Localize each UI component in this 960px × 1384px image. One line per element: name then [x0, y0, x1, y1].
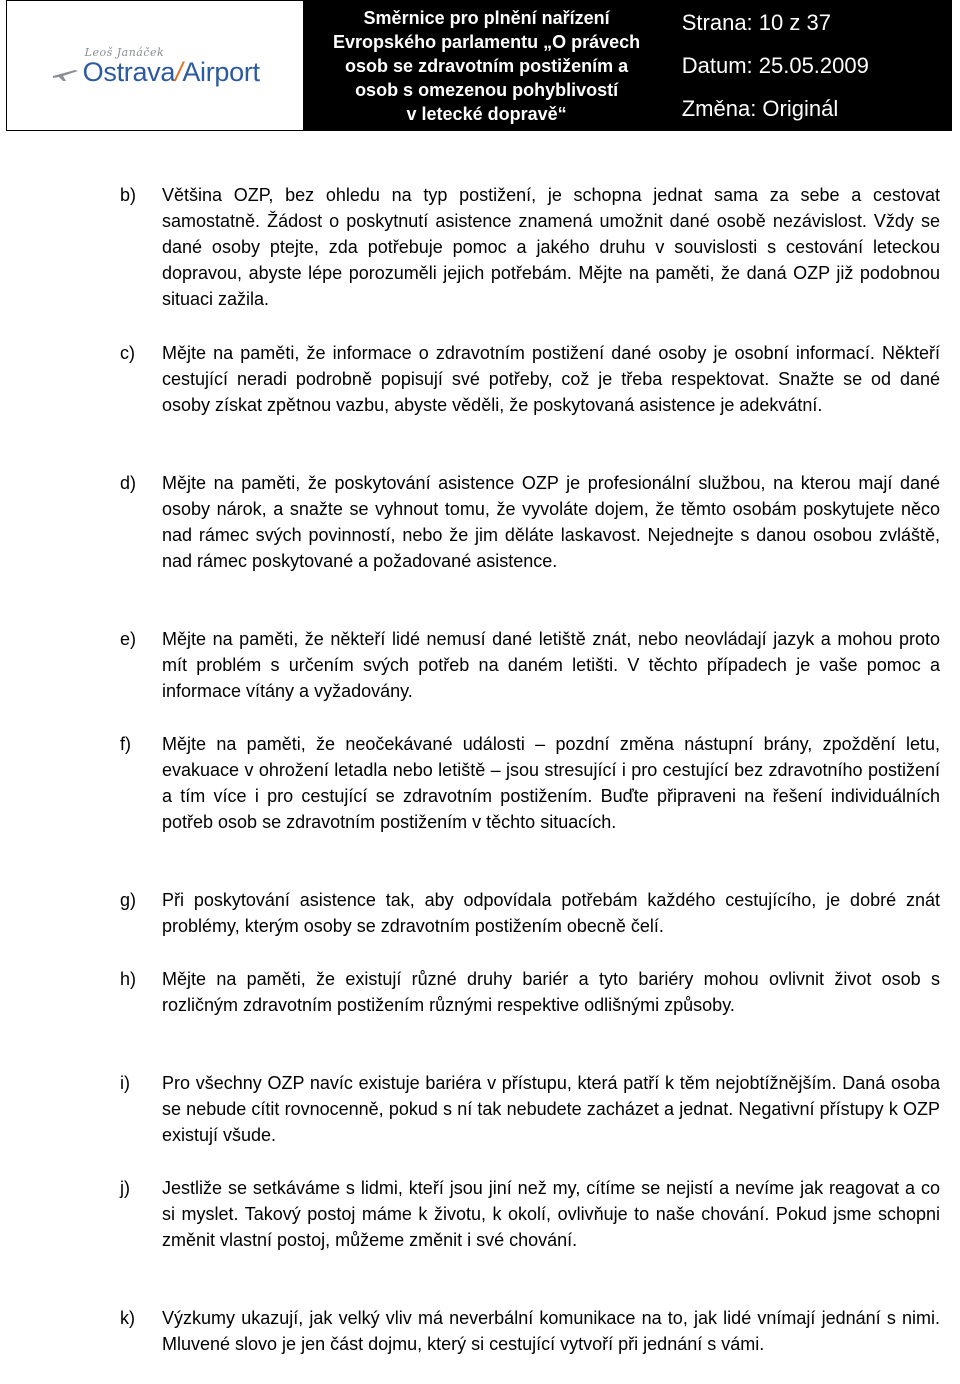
list-item-text: Při poskytování asistence tak, aby odpovídala potřebám každého cestujícího, je dobré znát problémy, kterým osoby se zdravotním postižením obecně čelí.: [162, 890, 940, 936]
list-item-text: Mějte na paměti, že někteří lidé nemusí dané letiště znát, nebo neovládají jazyk a mohou proto mít problém s určením svých potřeb na daném letišti. V těchto případech je vaše pomoc a informace vítány a vyžadovány.: [162, 629, 940, 701]
list-marker: i): [120, 1073, 130, 1093]
document-date: Datum: 25.05.2009: [681, 53, 869, 78]
list-marker: g): [120, 890, 137, 910]
list-marker: d): [120, 473, 137, 493]
ostrava-airport-logo: [51, 46, 260, 89]
title-line: v letecké dopravě“: [406, 103, 567, 124]
title-line: osob s omezenou pohyblivostí: [355, 79, 619, 100]
list-item-text: Jestliže se setkáváme s lidmi, kteří jsou jiní než my, cítíme se nejistí a nevíme jak reagovat a co si myslet. Takový postoj máme k životu, k okolí, ovlivňuje to naše chování. Pokud jsme schopni změnit vlastní postoj, můžeme změnit i své chování.: [162, 1178, 940, 1250]
title-line: osob se zdravotním postižením a: [345, 55, 629, 76]
logo-cell: [7, 1, 304, 131]
page-number: Strana: 10 z 37: [681, 10, 831, 35]
list-item-text: Mějte na paměti, že informace o zdravotním postižení dané osoby je osobní informací. Někteří cestující neradi podrobně popisují své potřeby, což je třeba respektovat. Snažte se od dané osoby získat zpětnou vazbu, abyste věděli, že poskytovaná asistence je adekvátní.: [162, 343, 940, 415]
title-line: Směrnice pro plnění nařízení: [363, 7, 610, 28]
logo-script-text: Leoš Janáček: [84, 45, 165, 59]
list-marker: e): [120, 629, 137, 649]
document-title-cell: [304, 1, 669, 131]
list-marker: b): [120, 185, 137, 205]
list-item-text: Většina OZP, bez ohledu na typ postižení, je schopna jednat sama za sebe a cestovat samostatně. Žádost o poskytnutí asistence znamená umožnit dané osobě nezávislost. Vždy se dané osoby ptejte, zda potřebuje pomoc a jakého druhu v souvislosti s cestování leteckou dopravou, abyste lépe porozuměli jejich potřebám. Mějte na paměti, že daná OZP již podobnou situaci zažila.: [162, 185, 940, 309]
list-item-text: Výzkumy ukazují, jak velký vliv má neverbální komunikace na to, jak lidé vnímají jednání s nimi. Mluvené slovo je jen část dojmu, který si cestující vytvoří při jednání s vámi.: [162, 1308, 940, 1354]
list-item-text: Pro všechny OZP navíc existuje bariéra v přístupu, která patří k těm nejobtížnějším. Daná osoba se nebude cítit rovnocenně, pokud s ní tak nebudete zacházet a jednat. Negativní přístupy k OZP existují všude.: [162, 1073, 940, 1145]
document-change: Změna: Originál: [681, 96, 839, 121]
list-item-text: Mějte na paměti, že poskytování asistence OZP je profesionální službou, na kterou mají dané osoby nárok, a snažte se vyhnout tomu, že vyvoláte dojem, že těmto osobám poskytujete něco nad rámec svých povinností, nebo že jim děláte laskavost. Nejednejte s danou osobou zvláště, nad rámec poskytované a požadované asistence.: [162, 473, 940, 571]
list-item-text: Mějte na paměti, že existují různé druhy bariér a tyto bariéry mohou ovlivnit život osob s rozličným zdravotním postižením různými respektive odlišnými způsoby.: [162, 969, 940, 1015]
list-marker: c): [120, 343, 135, 363]
title-line: Evropského parlamentu „O právech: [333, 31, 641, 52]
list-marker: j): [120, 1178, 130, 1198]
list-marker: k): [120, 1308, 135, 1328]
logo-slash: /: [175, 56, 183, 87]
list-marker: f): [120, 734, 131, 754]
list-marker: h): [120, 969, 137, 989]
logo-word-right: Airport: [182, 56, 260, 87]
logo-word-left: Ostrava: [82, 56, 176, 87]
list-item-text: Mějte na paměti, že neočekávané události – pozdní změna nástupní brány, zpoždění letu, evakuace v ohrožení letadla nebo letiště – jsou stresující i pro cestující bez zdravotního postižení a tím více i pro cestující se zdravotním postižením. Buďte připraveni na řešení individuálních potřeb osob se zdravotním postižením v těchto situacích.: [162, 734, 940, 832]
document-header: [6, 0, 952, 131]
airplane-icon: [51, 58, 79, 89]
document-meta-cell: [669, 1, 951, 131]
